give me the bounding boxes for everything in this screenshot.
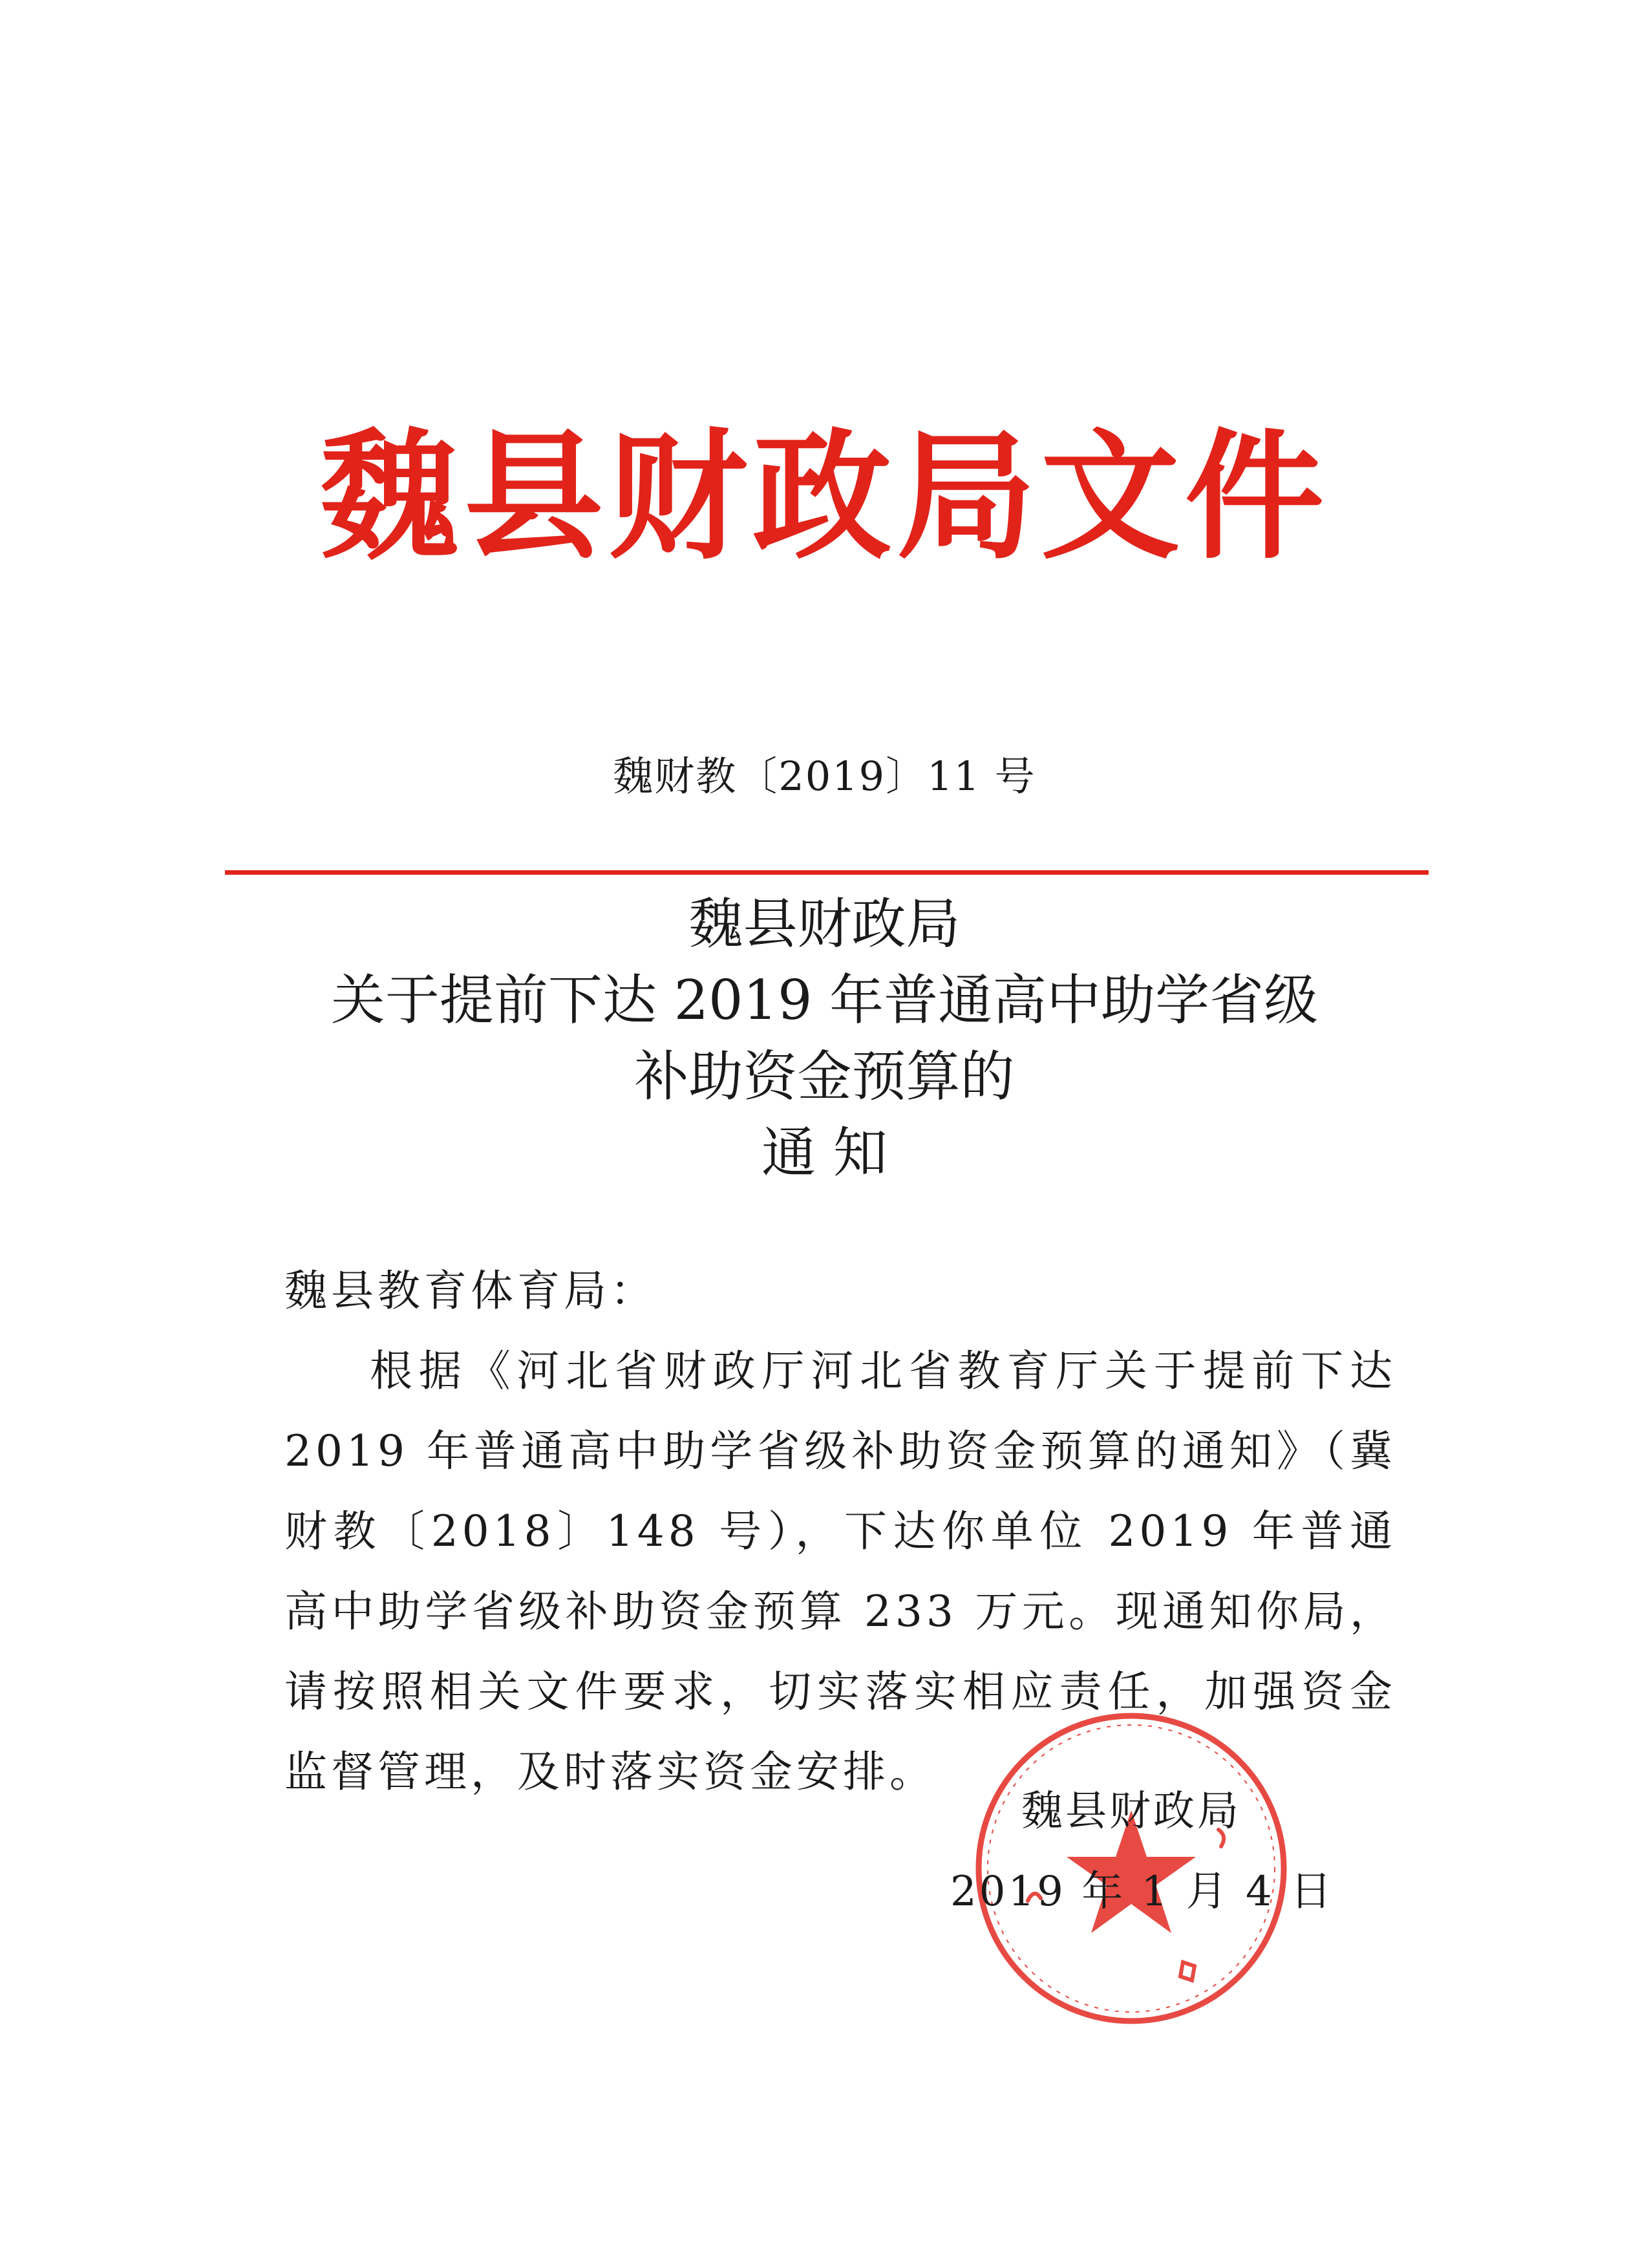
document-number: 魏财教〔2019〕11 号 <box>613 753 1036 800</box>
red-divider-rule <box>225 870 1429 875</box>
recipient-line: 魏县教育体育局： <box>284 1266 657 1316</box>
document-title <box>0 886 1649 1191</box>
document-banner: 魏县财政局文件 <box>320 414 1329 578</box>
title-line-4: 通 知 <box>761 1121 888 1184</box>
title-line-1: 魏县财政局 <box>688 892 961 956</box>
signature-date: 2019 年 1 月 4 日 <box>950 1868 1335 1916</box>
signature-block <box>950 1771 1334 1932</box>
title-line-3: 补助资金预算的 <box>634 1045 1015 1108</box>
title-line-2: 关于提前下达 2019 年普通高中助学省级 <box>330 968 1319 1032</box>
signature-organization: 魏县财政局 <box>1021 1788 1241 1835</box>
body-paragraph: 根据《河北省财政厅河北省教育厅关于提前下达 2019 年普通高中助学省级补助资金预算的通知》（冀财教〔2018〕148 号），下达你单位 2019 年普通高中助学省级补助资金预算 233 万元。现通知你局，请按照相关文件要求，切实落实相应责任，加强资金监督管理，及时落实资金安排。 <box>284 1346 1396 1797</box>
